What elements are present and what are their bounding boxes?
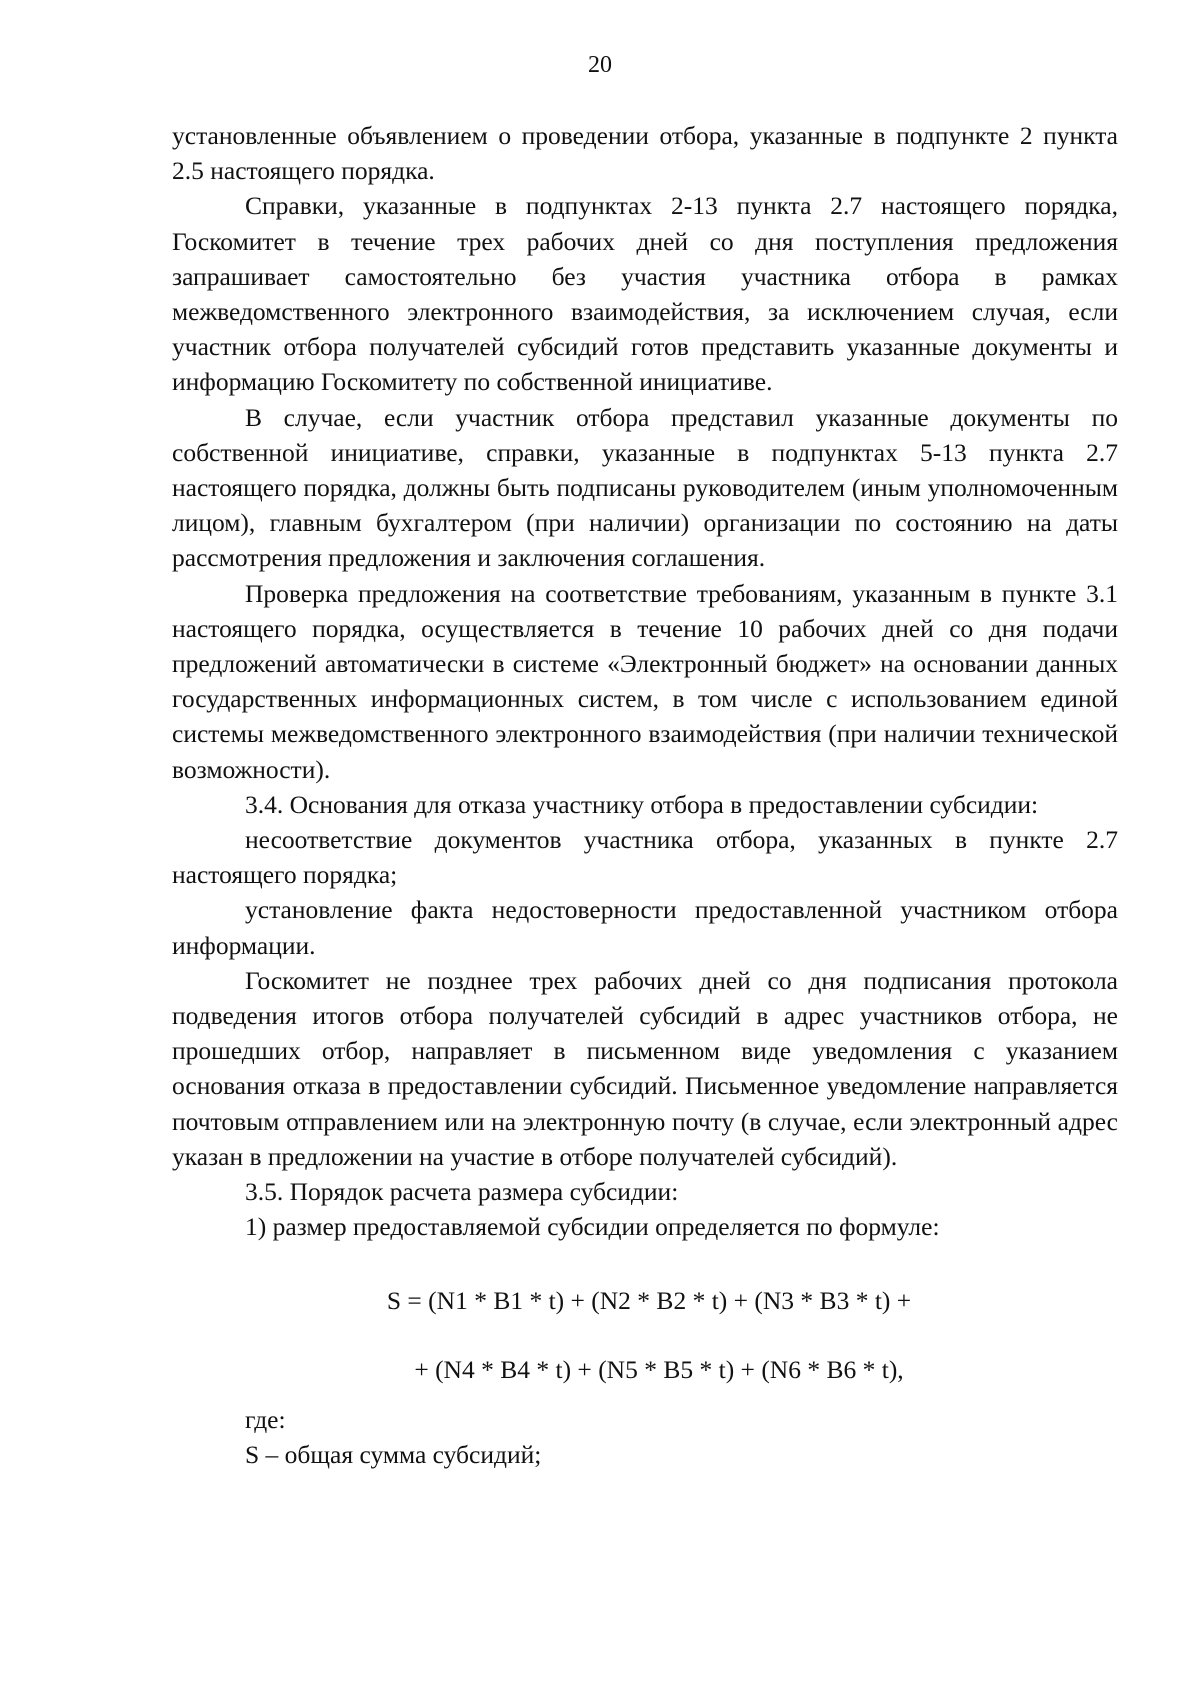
paragraph-formula-intro: 1) размер предоставляемой субсидии определяется по формуле:	[245, 1212, 940, 1242]
paragraph-certificates-request: Справки, указанные в подпунктах 2-13 пункта 2.7 настоящего порядка, Госкомитет в течение трех рабочих дней со дня поступления предложения запрашивает самостоятельно без участия участника отбора в рамках межведомственного электронного взаимодействия, за исключением случая, если участник отбора получателей субсидий готов представить указанные документы и информацию Госкомитету по собственной инициативе.	[172, 191, 1118, 397]
paragraph-calculation-heading: 3.5. Порядок расчета размера субсидии:	[245, 1177, 679, 1207]
paragraph-refusal-notification: Госкомитет не позднее трех рабочих дней со дня подписания протокола подведения итогов отбора получателей субсидий в адрес участников отбора, не прошедших отбор, направляет в письменном виде уведомления с указанием основания отказа в предоставлении субсидий. Письменное уведомление направляется почтовым отправлением или на электронную почту (в случае, если электронный адрес указан в предложении на участие в отборе получателей субсидий).	[172, 965, 1118, 1171]
paragraph-refusal-ground-documents: несоответствие документов участника отбора, указанных в пункте 2.7 настоящего порядка;	[172, 825, 1118, 890]
document-body	[172, 118, 1118, 1472]
formula-line-1: S = (N1 * B1 * t) + (N2 * B2 * t) + (N3 * B3 * t) +	[386, 1285, 912, 1315]
page-number: 20	[588, 52, 612, 78]
paragraph-proposal-check: Проверка предложения на соответствие требованиям, указанным в пункте 3.1 настоящего порядка, осуществляется в течение 10 рабочих дней со дня подачи предложений автоматически в системе «Электронный бюджет» на основании данных государственных информационных систем, в том числе с использованием единой системы межведомственного электронного взаимодействия (при наличии технической возможности).	[172, 578, 1118, 784]
paragraph-where: где:	[245, 1404, 286, 1434]
formula-line-2: + (N4 * B4 * t) + (N5 * B5 * t) + (N6 * B6 * t),	[414, 1354, 904, 1384]
paragraph-continuation: установленные объявлением о проведении отбора, указанные в подпункте 2 пункта 2.5 настоящего порядка.	[172, 121, 1118, 186]
paragraph-refusal-grounds-heading: 3.4. Основания для отказа участнику отбора в предоставлении субсидии:	[245, 789, 1039, 819]
paragraph-s-definition: S – общая сумма субсидий;	[245, 1439, 542, 1469]
paragraph-own-initiative: В случае, если участник отбора представил указанные документы по собственной инициативе, справки, указанные в подпунктах 5-13 пункта 2.7 настоящего порядка, должны быть подписаны руководителем (иным уполномоченным лицом), главным бухгалтером (при наличии) организации по состоянию на даты рассмотрения предложения и заключения соглашения.	[172, 402, 1118, 573]
paragraph-refusal-ground-false-info: установление факта недостоверности предоставленной участником отбора информации.	[172, 895, 1118, 960]
